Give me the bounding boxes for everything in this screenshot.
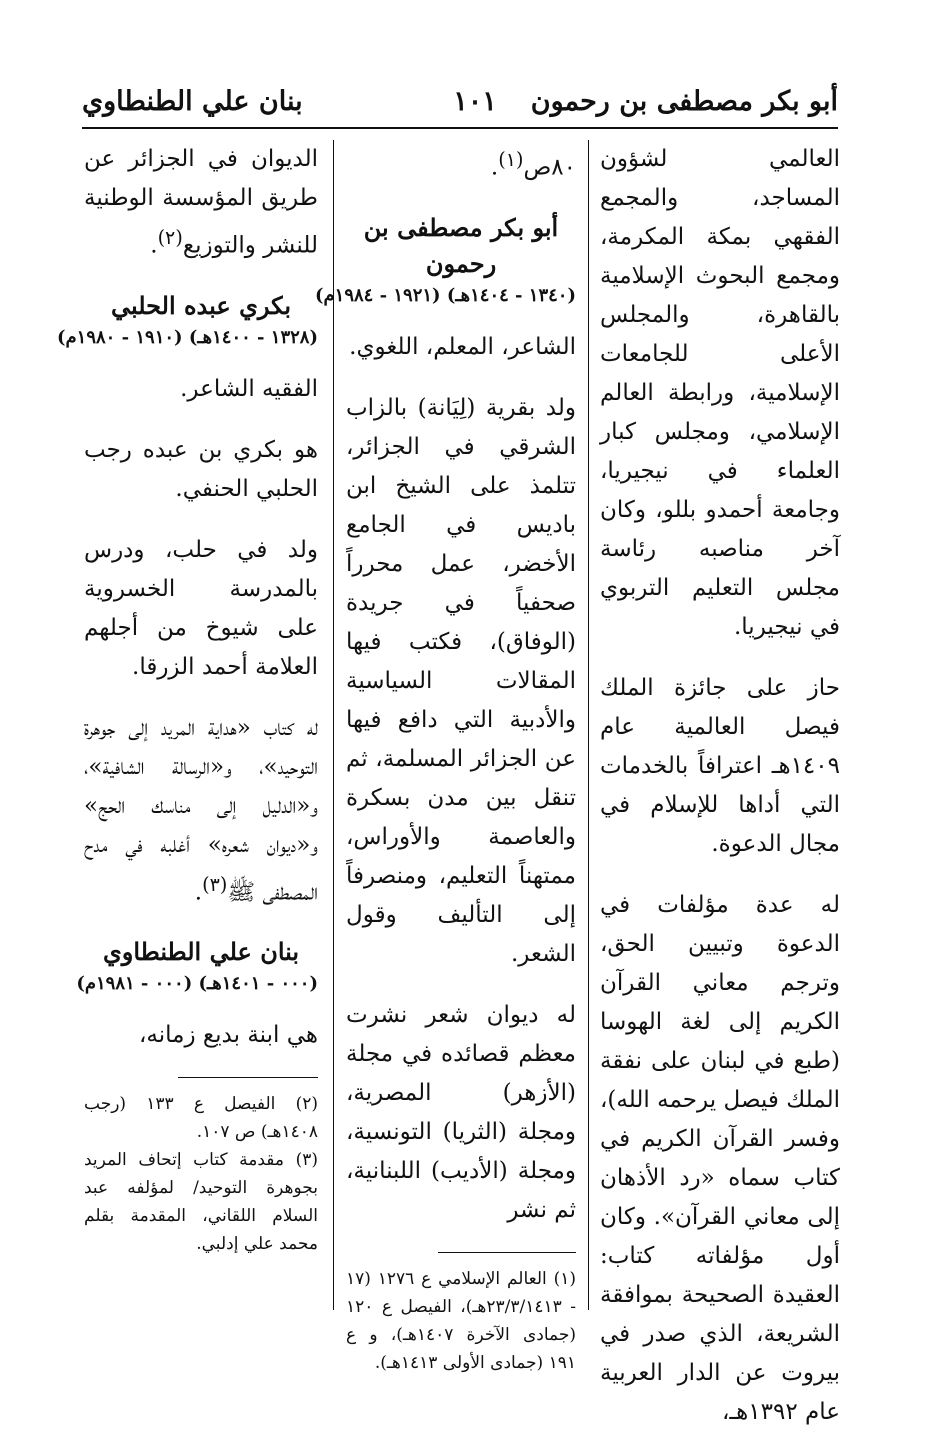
paragraph: له عدة مؤلفات في الدعوة وتبيين الحق، وترجم معاني القرآن الكريم إلى لغة الهوسا (طبع في لبنان على نفقة الملك فيصل يرحمه الله)، وفسر القرآن الكريم في كتاب سماه «رد الأذهان إلى معاني القرآن». وكان أول مؤلفاته كتاب: العقيدة الصحيحة بموافقة الشريعة، الذي صدر في بيروت عن الدار العربية عام ١٣٩٢هـ، [600, 892, 840, 1425]
paragraph: العالمي لشؤون المساجد، والمجمع الفقهي بمكة المكرمة، ومجمع البحوث الإسلامية بالقاهرة، والمجلس الأعلى للجامعات الإسلامية، ورابطة العالم الإسلامي، ومجلس كبار العلماء في نيجيريا، وجامعة أحمدو بللو، وكان آخر مناصبه رئاسة مجلس التعليم التربوي في نيجيريا. [600, 146, 840, 640]
footnotes [84, 1090, 318, 1258]
paragraph: الديوان في الجزائر عن طريق المؤسسة الوطنية للنشر والتوزيع$^{(٢)}$. [84, 146, 318, 259]
entry-dates: (١٣٢٨ - ١٤٠٠هـ) (١٩١٠ - ١٩٨٠م) [57, 326, 318, 348]
footnote-rule [178, 1077, 318, 1078]
footnote-marker: (٣) [202, 872, 228, 896]
paragraph: ولد بقرية (لِيَانة) بالزاب الشرقي في الجزائر، تتلمذ على الشيخ ابن باديس في الجامع الأخضر، عمل محرراً صحفياً في جريدة (الوفاق)، فكتب فيها المقالات السياسية والأدبية التي دافع فيها عن الجزائر المسلمة، ثم تنقل بين مدن بسكرة والعاصمة والأوراس، ممتهناً التعليم، ومنصرفاً إلى التأليف وقول الشعر. [346, 394, 576, 967]
paragraph: ولد في حلب، ودرس بالمدرسة الخسروية على شيوخ من أجلهم العلامة أحمد الزرقا. [84, 536, 318, 680]
footnote-rule [438, 1252, 576, 1253]
entry-title: بكري عبده الحلبي [110, 290, 292, 320]
column-divider [333, 140, 334, 1310]
page-number: ١٠١ [453, 86, 497, 117]
entry-dates: (٠٠٠ - ١٤٠١هـ) (٠٠٠ - ١٩٨١م) [76, 973, 318, 995]
footnote: (٢) الفيصل ع ١٣٣ (رجب ١٤٠٨هـ) ص ١٠٧. [84, 1094, 318, 1143]
paragraph: الشاعر، المعلم، اللغوي. [349, 333, 576, 360]
footnote-marker: (٢) [157, 226, 183, 249]
entry-title: أبو بكر مصطفى بن رحمون [363, 212, 559, 278]
column-middle [315, 140, 576, 1381]
footnote: (٣) مقدمة كتاب إتحاف المريد بجوهرة التوحيد/ لمؤلفه عبد السلام اللقاني، المقدمة بقلم محمد علي إدلبي. [84, 1150, 318, 1255]
paragraph: له كتاب «هداية المريد إلى جوهرة التوحيد»، و«الرسالة الشافية»، و«الدليل إلى مناسك الحج» و«ديوان شعره» أغلبه في مدح المصطفى ﷺ$^{(٣)}$. [84, 714, 318, 906]
footnote: (١) العالم الإسلامي ع ١٢٧٦ (١٧ - ٢٣/٣/١٤١٣هـ)، الفيصل ع ١٢٠ (جمادى الآخرة ١٤٠٧هـ)، و ع ١٩١ (جمادى الأولى ١٤١٣هـ). [346, 1268, 576, 1373]
paragraph: الفقيه الشاعر. [180, 375, 318, 402]
header-rule [82, 127, 838, 129]
paragraph: هو بكري بن عبده رجب الحلبي الحنفي. [84, 436, 318, 502]
running-header-left: بنان علي الطنطاوي [82, 86, 303, 117]
entry-dates: (١٣٤٠ - ١٤٠٤هـ) (١٩٢١ - ١٩٨٤م) [315, 284, 576, 306]
footnotes [346, 1265, 576, 1377]
running-header-right: أبو بكر مصطفى بن رحمون [530, 86, 838, 117]
paragraph: له ديوان شعر نشرت معظم قصائده في مجلة (الأزهر) المصرية، ومجلة (الثريا) التونسية، ومجلة (الأديب) اللبنانية، ثم نشر [346, 1001, 576, 1223]
paragraph-text: ٨٠ص [523, 154, 576, 181]
column-divider [588, 140, 589, 1310]
paragraph-text: الديوان في الجزائر عن طريق المؤسسة الوطنية للنشر والتوزيع [84, 146, 318, 259]
entry-title: بنان علي الطنطاوي [102, 937, 300, 967]
paragraph: هي ابنة بديع زمانه، [138, 1022, 318, 1049]
footnote-marker: (١) [498, 148, 524, 171]
column-left [57, 140, 318, 1262]
paragraph: حاز على جائزة الملك فيصل العالمية عام ١٤٠٩هـ اعترافاً بالخدمات التي أداها للإسلام في مجال الدعوة. [600, 675, 840, 857]
paragraph: ٨٠ص$^{(١)}$. [490, 148, 576, 181]
paragraph-text: له كتاب «هداية المريد إلى جوهرة التوحيد»، و«الرسالة الشافية»، و«الدليل إلى مناسك الحج» و«ديوان شعره» أغلبه في مدح المصطفى ﷺ [84, 714, 318, 906]
column-right [600, 140, 840, 1454]
